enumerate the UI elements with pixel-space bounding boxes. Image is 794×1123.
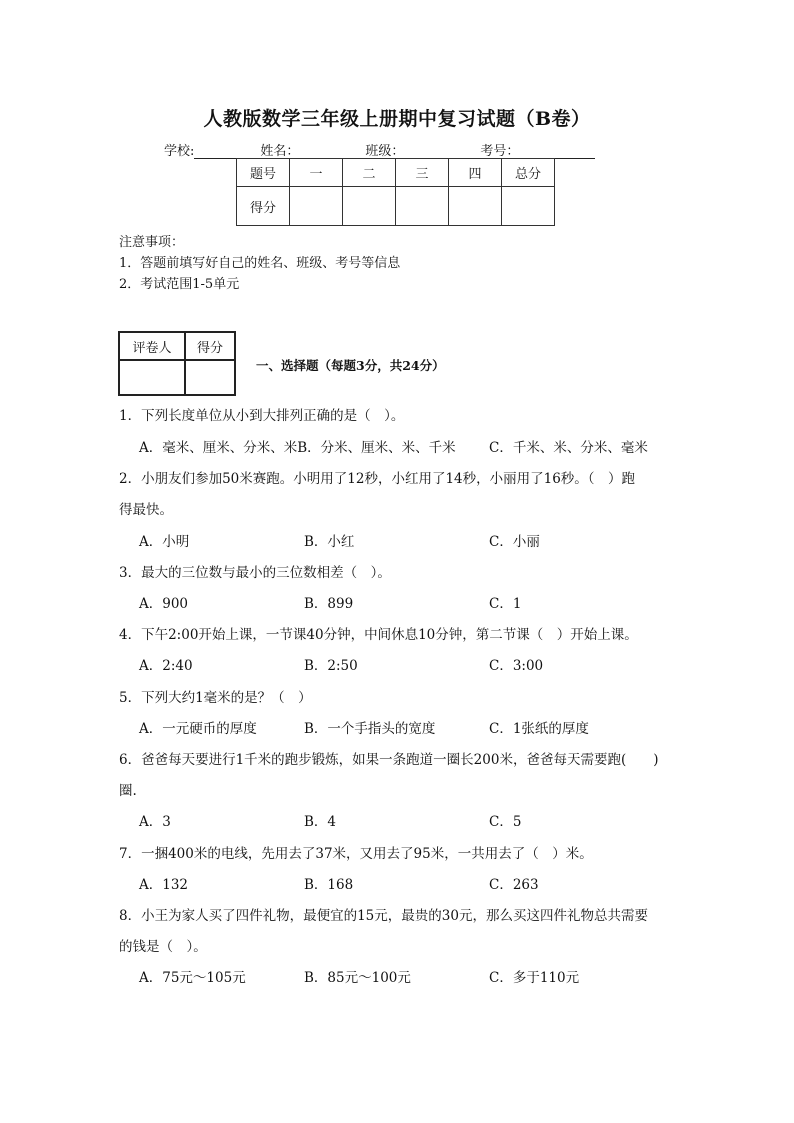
- question-stem: 3．最大的三位数与最小的三位数相差（ ）。: [119, 565, 391, 581]
- option-b: B．899: [304, 596, 354, 612]
- grader-table: [118, 331, 236, 396]
- option-a: A．132: [139, 877, 189, 893]
- class-blank[interactable]: [404, 144, 480, 159]
- name-blank[interactable]: [299, 144, 365, 159]
- score-cell[interactable]: [396, 187, 449, 226]
- notes-item: 2．考试范围1-5单元: [119, 277, 240, 292]
- score-cell[interactable]: [290, 187, 343, 226]
- option-a: A．3: [139, 814, 171, 830]
- question-stem: 7．一捆400米的电线，先用去了37米，又用去了95米，一共用去了（ ）米。: [119, 846, 593, 862]
- notes-block: [119, 232, 400, 295]
- question-stem: 4．下午2:00开始上课，一节课40分钟，中间休息10分钟，第二节课（ ）开始上课。: [119, 627, 638, 643]
- score-header-cell: 题号: [237, 159, 290, 187]
- question-stem: 6．爸爸每天要进行1千米的跑步锻炼，如果一条跑道一圈长200米，爸爸每天需要跑( ): [119, 752, 659, 768]
- notes-heading: 注意事项：: [119, 235, 185, 250]
- option-b: B．2:50: [304, 658, 358, 674]
- question-stem-cont: 圈.: [119, 783, 137, 799]
- option-a: A．75元～105元: [139, 970, 246, 986]
- school-blank[interactable]: [194, 144, 260, 159]
- option-c: C．3:00: [489, 658, 544, 674]
- option-c: C．多于110元: [489, 970, 580, 986]
- score-table: [236, 158, 555, 226]
- score-header-cell: 二: [343, 159, 396, 187]
- score-header-cell: 一: [290, 159, 343, 187]
- option-c: C．1张纸的厚度: [489, 721, 589, 737]
- page-title: 人教版数学三年级上册期中复习试题（B卷）: [203, 108, 591, 130]
- notes-item: 1．答题前填写好自己的姓名、班级、考号等信息: [119, 256, 401, 271]
- school-label: 学校:: [164, 144, 195, 159]
- option-c: C．5: [489, 814, 522, 830]
- section-title: 一、选择题（每题3分，共24分）: [256, 358, 445, 373]
- option-c: C．千米、米、分米、毫米: [489, 440, 648, 456]
- option-a: A．2:40: [139, 658, 193, 674]
- option-b: B．4: [304, 814, 337, 830]
- grader-cell[interactable]: [119, 360, 185, 395]
- score-row-label: 得分: [237, 187, 290, 226]
- question-stem: 1．下列长度单位从小到大排列正确的是（ ）。: [119, 408, 405, 424]
- option-b: B．一个手指头的宽度: [304, 721, 436, 737]
- option-c: C．263: [489, 877, 539, 893]
- question-stem: 2．小朋友们参加50米赛跑。小明用了12秒，小红用了14秒，小丽用了16秒。（ ）跑: [119, 471, 636, 487]
- class-label: 班级：: [365, 144, 405, 159]
- score-header-cell: 总分: [502, 159, 555, 187]
- grader-score-label: 得分: [185, 332, 235, 360]
- question-stem: 8．小王为家人买了四件礼物，最便宜的15元，最贵的30元，那么买这四件礼物总共需要: [119, 908, 648, 924]
- question-stem-cont: 得最快。: [119, 502, 173, 518]
- option-b: B．小红: [304, 534, 355, 550]
- grader-score-cell[interactable]: [185, 360, 235, 395]
- option-c: C．小丽: [489, 534, 540, 550]
- score-table-header-row: [237, 159, 555, 187]
- score-cell[interactable]: [343, 187, 396, 226]
- grader-label: 评卷人: [119, 332, 185, 360]
- option-a: A．一元硬币的厚度: [139, 721, 257, 737]
- name-label: 姓名：: [260, 144, 300, 159]
- score-cell[interactable]: [449, 187, 502, 226]
- question-stem: 5．下列大约1毫米的是？（ ）: [119, 690, 312, 706]
- option-b: B．85元～100元: [304, 970, 411, 986]
- student-info-line: [164, 140, 595, 159]
- score-header-cell: 四: [449, 159, 502, 187]
- option-a: A．小明: [139, 534, 190, 550]
- score-cell[interactable]: [502, 187, 555, 226]
- score-table-score-row: [237, 187, 555, 226]
- option-a: A．900: [139, 596, 189, 612]
- score-header-cell: 三: [396, 159, 449, 187]
- exam-no-blank[interactable]: [519, 144, 595, 159]
- option-c: C．1: [489, 596, 522, 612]
- option-a: A．毫米、厘米、分米、米B．分米、厘米、米、千米: [139, 440, 456, 456]
- exam-no-label: 考号：: [480, 144, 520, 159]
- option-b: B．168: [304, 877, 354, 893]
- question-stem-cont: 的钱是（ ）。: [119, 939, 207, 955]
